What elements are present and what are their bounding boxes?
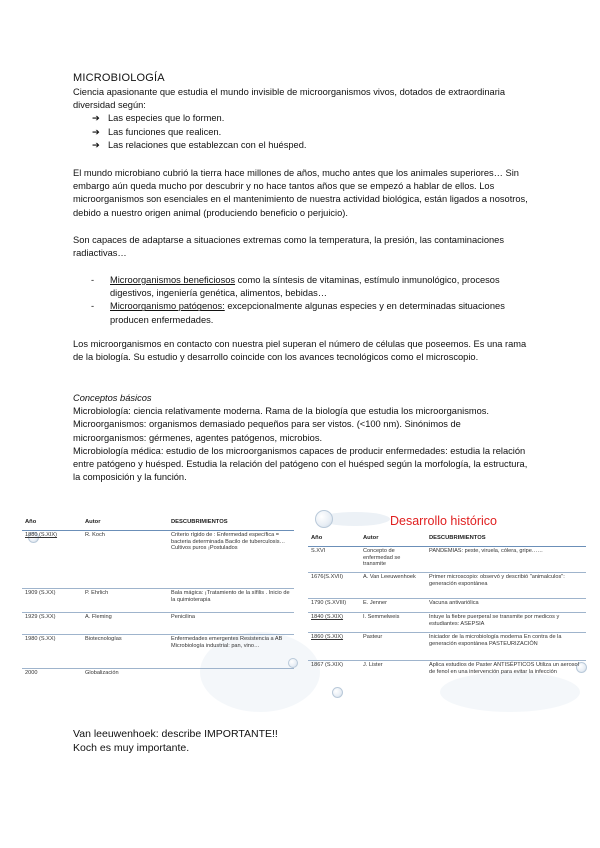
- column-header: Año: [22, 518, 82, 530]
- column-header: DESCUBRIMIENTOS: [168, 518, 294, 530]
- list-item: ➔ Las especies que lo formen.: [73, 112, 533, 125]
- arrow-icon: ➔: [92, 126, 100, 137]
- table-row: 1676(S.XVII) A. Van Leeuwenhoek Primer microscopio: observó y describió "animalculos": generación espontánea: [308, 572, 586, 598]
- microorganism-types: [73, 274, 533, 327]
- table-left: [22, 518, 294, 688]
- table-row: 1867 (S.XIX) J. Lister Aplica estudios de Paster ANTISÉPTICOS Utiliza un aerosol de fenol en una intervención para evitar la infección: [311, 661, 579, 675]
- paragraph-origin: El mundo microbiano cubrió la tierra hace millones de años, mucho antes que los animales superiores… Sin embargo aún queda mucho por descubrir y no hace tantos años que se empezó a hablar de ellos. Los microorganismos son esenciales en el mantenimiento de nuestra actividad biológica, están ligados a nosotros, debido a nuestro origen animal (produciendo beneficio o perjuicio).: [73, 168, 528, 218]
- history-title: Desarrollo histórico: [390, 514, 497, 528]
- paragraph-adaptation: Son capaces de adaptarse a situaciones extremas como la temperatura, la presión, las contaminaciones radiactivas…: [73, 235, 504, 259]
- column-header: DESCUBRIMIENTOS: [426, 534, 586, 546]
- list-item: - Microorganismos beneficiosos como la síntesis de vitaminas, estímulo inmunológico, procesos digestivos, ingeniería genética, alimentos, bebidas…: [91, 275, 500, 299]
- table-row: 1790 (S.XVIII) E. Jenner Vacuna antivariólica: [308, 598, 586, 612]
- column-header: Año: [308, 534, 360, 546]
- column-header: Autor: [360, 534, 426, 546]
- history-tables-figure: [20, 512, 586, 712]
- concept-item: Microbiología: ciencia relativamente moderna. Rama de la biología que estudia los microorganismos.: [73, 406, 489, 417]
- table-row: 1840 (S.XIX) I. Semmelweis Intuye la fiebre puerperal se transmite por medicos y estudiantes: ASEPSIA: [308, 612, 586, 632]
- paragraph-contact: Los microorganismos en contacto con nuestra piel superan el número de células que poseemos. Es una rama de la biología. Su estudio y desarrollo coincide con los avances tecnológicos como el microscopio.: [73, 339, 527, 363]
- bubble-icon: [315, 510, 333, 528]
- concepts-section: [73, 392, 533, 484]
- table-row: 1929 (S.XX) A. Fleming Penicilina: [22, 612, 294, 634]
- concept-item: Microbiología médica: estudio de los microorganismos capaces de producir enfermedades: estudia la relación entre patógeno y huésped. Estudia la relación del patógeno con el huésped según la morfología, la estructura, la composición y la función.: [73, 445, 528, 483]
- table-row: 1909 (S.XX) P. Ehrlich Bala mágica: ¡Tratamiento de la sífilis . Inicio de la quimioterapia: [22, 588, 294, 612]
- table-row: 1980 (S.XX) Biotecnologías Enfermedades emergentes Resistencia a AB Microbiología industrial: pan, vino…: [22, 634, 294, 668]
- table-row: 2000 Globalización: [25, 669, 119, 676]
- list-item: ➔ Las funciones que realicen.: [73, 126, 533, 139]
- bubble-icon: [332, 687, 343, 698]
- table-row: 1880 (S.XIX) R. Koch Criterio rígido de : Enfermedad específica = bacteria determinada Bacilo de tuberculosis… Cultivos puros ¡Postulados: [22, 530, 294, 588]
- term: Microorganismos beneficiosos: [110, 275, 236, 285]
- list-item: ➔ Las relaciones que establezcan con el huésped.: [73, 139, 533, 152]
- list-item: - Microorganismo patógenos: excepcionalmente algunas especies y en determinadas situaciones producen enfermedades.: [91, 301, 505, 325]
- note-line: Koch es muy importante.: [73, 742, 190, 754]
- table-right: [308, 534, 586, 686]
- note-line: Van leeuwenhoek: describe IMPORTANTE!!: [73, 728, 278, 740]
- column-header: Autor: [82, 518, 168, 530]
- table-row: S.XVI Concepto de enfermedad se transmite PANDEMIAS: peste, viruela, cólera, gripe……: [308, 546, 586, 572]
- page-title: MICROBIOLOGÍA: [73, 72, 165, 84]
- notes: [73, 727, 278, 755]
- intro-text: Ciencia apasionante que estudia el mundo invisible de microorganismos vivos, dotados de extraordinaria diversidad según:: [73, 87, 506, 111]
- term: Microorganismo patógenos:: [110, 301, 225, 312]
- section-heading: Conceptos básicos: [73, 393, 152, 403]
- table-row: 1860 (S.XIX) Pasteur Iniciador de la microbiología moderna En contra de la generación espontánea PASTEURIZACIÓN: [308, 632, 586, 660]
- arrow-icon: ➔: [92, 113, 100, 124]
- intro-bullet-list: [73, 112, 533, 152]
- concept-item: Microorganismos: organismos demasiado pequeños para ser vistos. (<100 nm). Sinónimos de microorganismos: gérmenes, agentes patógenos, microbios.: [73, 419, 461, 443]
- intro-paragraph: [73, 86, 533, 152]
- arrow-icon: ➔: [92, 139, 100, 150]
